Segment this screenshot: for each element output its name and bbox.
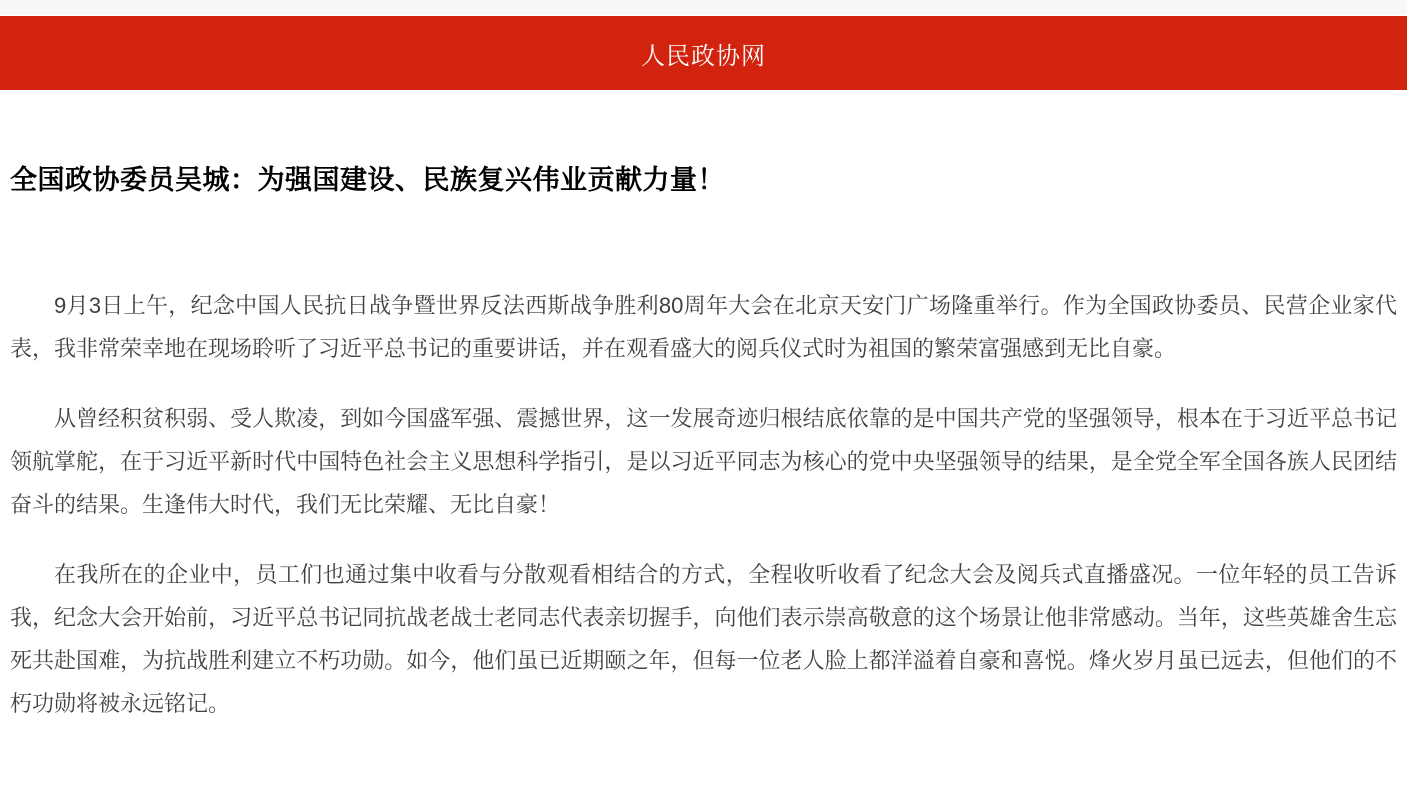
article-paragraph: 9月3日上午，纪念中国人民抗日战争暨世界反法西斯战争胜利80周年大会在北京天安门广场隆重举行。作为全国政协委员、民营企业家代表，我非常荣幸地在现场聆听了习近平总书记的重要讲话，并在观看盛大的阅兵仪式时为祖国的繁荣富强感到无比自豪。 (10, 293, 1397, 361)
article (0, 162, 1407, 725)
article-headline: 全国政协委员吴城：为强国建设、民族复兴伟业贡献力量！ (10, 165, 725, 195)
page-top-strip (0, 0, 1407, 16)
article-paragraph: 从曾经积贫积弱、受人欺凌，到如今国盛军强、震撼世界，这一发展奇迹归根结底依靠的是中国共产党的坚强领导，根本在于习近平总书记领航掌舵，在于习近平新时代中国特色社会主义思想科学指引，是以习近平同志为核心的党中央坚强领导的结果，是全党全军全国各族人民团结奋斗的结果。生逢伟大时代，我们无比荣耀、无比自豪！ (10, 406, 1397, 517)
site-header-banner (0, 16, 1407, 90)
article-body (10, 284, 1397, 725)
site-title[interactable]: 人民政协网 (641, 42, 766, 70)
article-paragraph: 在我所在的企业中，员工们也通过集中收看与分散观看相结合的方式，全程收听收看了纪念大会及阅兵式直播盛况。一位年轻的员工告诉我，纪念大会开始前，习近平总书记同抗战老战士老同志代表亲切握手，向他们表示崇高敬意的这个场景让他非常感动。当年，这些英雄舍生忘死共赴国难，为抗战胜利建立不朽功勋。如今，他们虽已近期颐之年，但每一位老人脸上都洋溢着自豪和喜悦。烽火岁月虽已远去，但他们的不朽功勋将被永远铭记。 (10, 562, 1397, 716)
